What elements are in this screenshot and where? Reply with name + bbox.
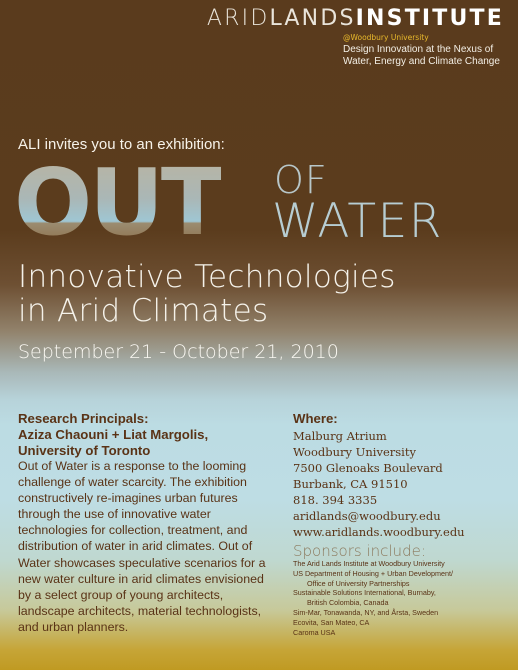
logo-part-arid: ARID (206, 6, 270, 31)
invite-text: ALI invites you to an exhibition: (18, 136, 225, 153)
logo-part-institute: INSTITUTE (355, 6, 504, 31)
affiliation: @Woodbury University (343, 33, 429, 42)
venue-city: Burbank, CA 91510 (293, 477, 408, 491)
venue-info (293, 428, 503, 540)
subtitle-line: Innovative Technologies (18, 259, 396, 295)
logo-part-lands: LANDS (269, 6, 356, 31)
title-of: OF (274, 158, 328, 202)
research-principals (18, 411, 283, 459)
sponsor-line: British Colombia, Canada (307, 598, 389, 608)
sponsor-line: The Arid Lands Institute at Woodbury University (293, 559, 445, 568)
sponsors-title: Sponsors include: (293, 542, 426, 560)
sponsor-line: Sim-Mar, Tonawanda, NY, and Årsta, Sweden (293, 607, 439, 617)
exhibition-dates: September 21 - October 21, 2010 (18, 341, 339, 363)
research-affiliation: University of Toronto (18, 443, 151, 458)
where-label: Where: (293, 411, 338, 426)
venue-email: aridlands@woodbury.edu (293, 509, 441, 523)
sponsor-line: Ecovita, San Mateo, CA (293, 617, 370, 627)
subtitle-line: in Arid Climates (18, 293, 269, 329)
title-out: OUT (14, 149, 221, 256)
sponsors-list (293, 559, 513, 637)
title-water: WATER (272, 194, 443, 249)
subtitle (18, 260, 418, 328)
venue-website: www.aridlands.woodbury.edu (293, 525, 465, 539)
institute-logo (207, 6, 504, 31)
venue-name: Malburg Atrium (293, 429, 387, 443)
venue-phone: 818. 394 3335 (293, 493, 378, 507)
research-label: Research Principals: (18, 411, 149, 426)
sponsor-line: Office of University Partnerships (307, 578, 410, 588)
sponsor-line: US Department of Housing + Urban Development/ (293, 568, 454, 578)
sponsor-line: Sustainable Solutions International, Burnaby, (293, 588, 436, 598)
tagline: Design Innovation at the Nexus of Water, Energy and Climate Change (343, 44, 500, 67)
venue-institution: Woodbury University (293, 445, 416, 459)
venue-street: 7500 Glenoaks Boulevard (293, 461, 443, 475)
research-names: Aziza Chaouni + Liat Margolis, (18, 427, 209, 442)
exhibition-description: Out of Water is a response to the looming challenge of water scarcity. The exhibition constructively re-imagines urban futures through the use of innovative water technologies for collection, treatment, and distribution of water in arid climates. Out of Water showcases speculative scenarios for a new water culture in arid climates envisioned by a select group of young architects, landscape architects, material technologists, and urban planners. (18, 459, 266, 634)
sponsor-line: Caroma USA (293, 627, 336, 637)
